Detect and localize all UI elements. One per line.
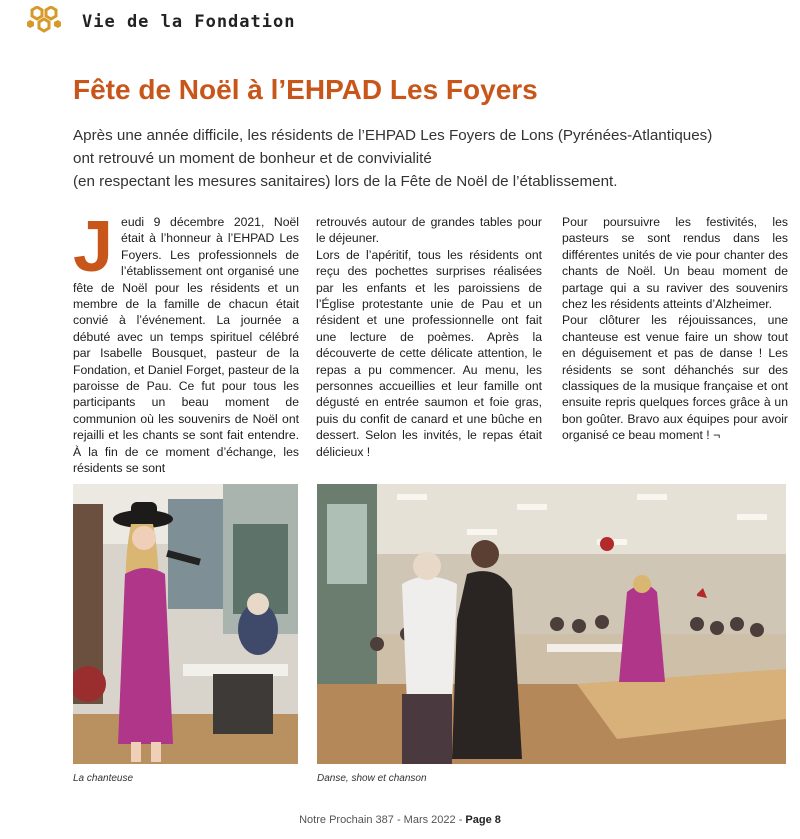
footer-publication: Notre Prochain 387 - Mars 2022 - bbox=[299, 814, 466, 826]
article-column-1 bbox=[73, 207, 299, 477]
drop-cap: J bbox=[73, 207, 114, 287]
article-lead bbox=[73, 124, 763, 193]
column-3-paragraph-2: Pour clôturer les réjouissances, une chanteuse est venue faire un show tout en déguisement et pas de danse ! Les résidents se sont déhanchés sur des classiques de la musique française et ont ensuite repris quelques forces grâce à un bon goûter. Bravo aux équipes pour avoir organisé ce beau moment ! ¬ bbox=[562, 313, 788, 443]
photo-singer bbox=[73, 484, 298, 764]
page-number: Page 8 bbox=[465, 814, 501, 826]
page-header bbox=[26, 6, 295, 38]
article-column-3 bbox=[562, 214, 788, 444]
column-2-paragraph-2: Lors de l’apéritif, tous les résidents ont reçu des pochettes surprises réalisées par les enfants et les paroissiens de l’Église protestante unie de Pau et un résident et une professionnelle ont fait une lecture de poèmes. Après la découverte de cette délicate attention, le repas a pu commencer. Au menu, les personnes accueillies et leur famille ont dégusté en entrée saumon et foie gras, puis du confit de canard et une bûche en dessert. Selon les invités, le repas était délicieux ! bbox=[316, 247, 542, 459]
photo-caption-singer: La chanteuse bbox=[73, 773, 134, 784]
article-column-2 bbox=[316, 214, 542, 460]
lead-line: ont retrouvé un moment de bonheur et de convivialité bbox=[73, 150, 432, 167]
lead-line: Après une année difficile, les résidents de l’EHPAD Les Foyers de Lons (Pyrénées-Atlantiques) bbox=[73, 127, 713, 144]
column-2-paragraph-1: retrouvés autour de grandes tables pour le déjeuner. bbox=[316, 215, 542, 246]
article-title: Fête de Noël à l’EHPAD Les Foyers bbox=[73, 74, 538, 105]
photo-dance-show bbox=[317, 484, 786, 764]
honeycomb-logo-icon bbox=[26, 6, 62, 38]
section-title: Vie de la Fondation bbox=[82, 12, 296, 32]
lead-line: (en respectant les mesures sanitaires) lors de la Fête de Noël de l’établissement. bbox=[73, 173, 618, 190]
photo-caption-dance: Danse, show et chanson bbox=[317, 773, 427, 784]
page-footer bbox=[0, 814, 800, 826]
column-3-paragraph-1: Pour poursuivre les festivités, les pasteurs se sont rendus dans les différentes unités de vie pour chanter des chants de Noël. Un beau moment de partage qui a su raviver des souvenirs chez les résidents atteints d’Alzheimer. bbox=[562, 215, 788, 312]
column-1-text: eudi 9 décembre 2021, Noël était à l’honneur à l’EHPAD Les Foyers. Les professionnels de l’établissement ont organisé une fête de Noël pour les résidents et un membre de la famille de chacun était convié à l’événement. La journée a débuté avec un temps spirituel célébré par Isabelle Bousquet, pasteur de la Fondation, et Daniel Forget, pasteur de la paroisse de Pau. Ce fut pour tous les participants un beau moment de communion où les souvenirs de Noël ont rejailli et les chants se sont fait entendre. À la fin de ce moment d’échange, les résidents se sont bbox=[73, 215, 299, 476]
